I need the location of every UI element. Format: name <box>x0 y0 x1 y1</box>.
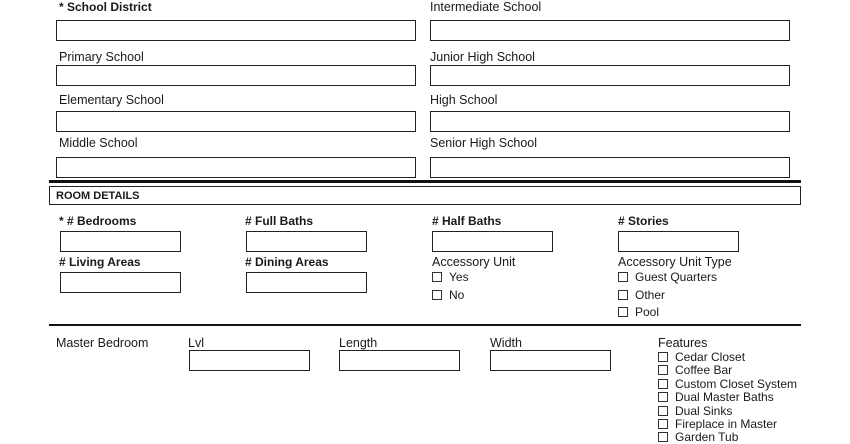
room-details-header <box>49 186 801 205</box>
senior-high-school-input[interactable] <box>430 157 790 178</box>
checkbox-icon <box>432 290 442 300</box>
width-label: Width <box>490 336 522 350</box>
elementary-school-label: Elementary School <box>59 93 164 107</box>
half-baths-input[interactable] <box>432 231 553 252</box>
coffee-bar-checkbox[interactable]: Coffee Bar <box>658 363 732 377</box>
guest-quarters-checkbox[interactable]: Guest Quarters <box>618 270 717 284</box>
features-label: Features <box>658 336 708 350</box>
pool-checkbox[interactable]: Pool <box>618 305 659 319</box>
living-areas-label: # Living Areas <box>59 255 141 269</box>
senior-high-school-label: Senior High School <box>430 136 538 150</box>
checkbox-icon <box>658 365 668 375</box>
checkbox-icon <box>658 432 668 442</box>
intermediate-school-input[interactable] <box>430 20 790 41</box>
junior-high-school-input[interactable] <box>430 65 790 86</box>
dual-sinks-checkbox[interactable]: Dual Sinks <box>658 404 732 418</box>
other-checkbox[interactable]: Other <box>618 288 665 302</box>
master-bedroom-length-input[interactable] <box>339 350 460 371</box>
checkbox-icon <box>658 379 668 389</box>
master-bedroom-width-input[interactable] <box>490 350 611 371</box>
checkbox-icon <box>658 392 668 402</box>
checkbox-icon <box>658 419 668 429</box>
high-school-label: High School <box>430 93 498 107</box>
checkbox-icon <box>658 406 668 416</box>
accessory-unit-label: Accessory Unit <box>432 255 516 269</box>
full-baths-label: # Full Baths <box>245 214 314 228</box>
fireplace-in-master-checkbox[interactable]: Fireplace in Master <box>658 417 777 431</box>
dual-master-baths-checkbox[interactable]: Dual Master Baths <box>658 390 774 404</box>
checkbox-icon <box>618 290 628 300</box>
half-baths-label: # Half Baths <box>432 214 502 228</box>
living-areas-input[interactable] <box>60 272 181 293</box>
garden-tub-checkbox[interactable]: Garden Tub <box>658 430 738 444</box>
primary-school-input[interactable] <box>56 65 416 86</box>
bedrooms-label: * # Bedrooms <box>59 214 137 228</box>
accessory-unit-yes-checkbox[interactable]: Yes <box>432 270 469 284</box>
middle-school-label: Middle School <box>59 136 138 150</box>
custom-closet-system-checkbox[interactable]: Custom Closet System <box>658 377 797 391</box>
full-baths-input[interactable] <box>246 231 367 252</box>
bedrooms-input[interactable] <box>60 231 181 252</box>
school-district-input[interactable] <box>56 20 416 41</box>
accessory-unit-type-label: Accessory Unit Type <box>618 255 732 269</box>
accessory-unit-no-checkbox[interactable]: No <box>432 288 464 302</box>
section-divider <box>49 180 801 183</box>
length-label: Length <box>339 336 378 350</box>
middle-school-input[interactable] <box>56 157 416 178</box>
cedar-closet-checkbox[interactable]: Cedar Closet <box>658 350 745 364</box>
elementary-school-input[interactable] <box>56 111 416 132</box>
intermediate-school-label: Intermediate School <box>430 0 542 14</box>
checkbox-icon <box>618 307 628 317</box>
school-district-label: * School District <box>59 0 152 14</box>
master-bedroom-lvl-input[interactable] <box>189 350 310 371</box>
high-school-input[interactable] <box>430 111 790 132</box>
room-details-title: ROOM DETAILS <box>56 190 140 202</box>
checkbox-icon <box>658 352 668 362</box>
stories-label: # Stories <box>618 214 669 228</box>
master-bedroom-label: Master Bedroom <box>56 336 149 350</box>
checkbox-icon <box>618 272 628 282</box>
checkbox-icon <box>432 272 442 282</box>
room-divider <box>49 324 801 326</box>
dining-areas-label: # Dining Areas <box>245 255 329 269</box>
stories-input[interactable] <box>618 231 739 252</box>
dining-areas-input[interactable] <box>246 272 367 293</box>
primary-school-label: Primary School <box>59 50 144 64</box>
lvl-label: Lvl <box>188 336 204 350</box>
junior-high-school-label: Junior High School <box>430 50 535 64</box>
